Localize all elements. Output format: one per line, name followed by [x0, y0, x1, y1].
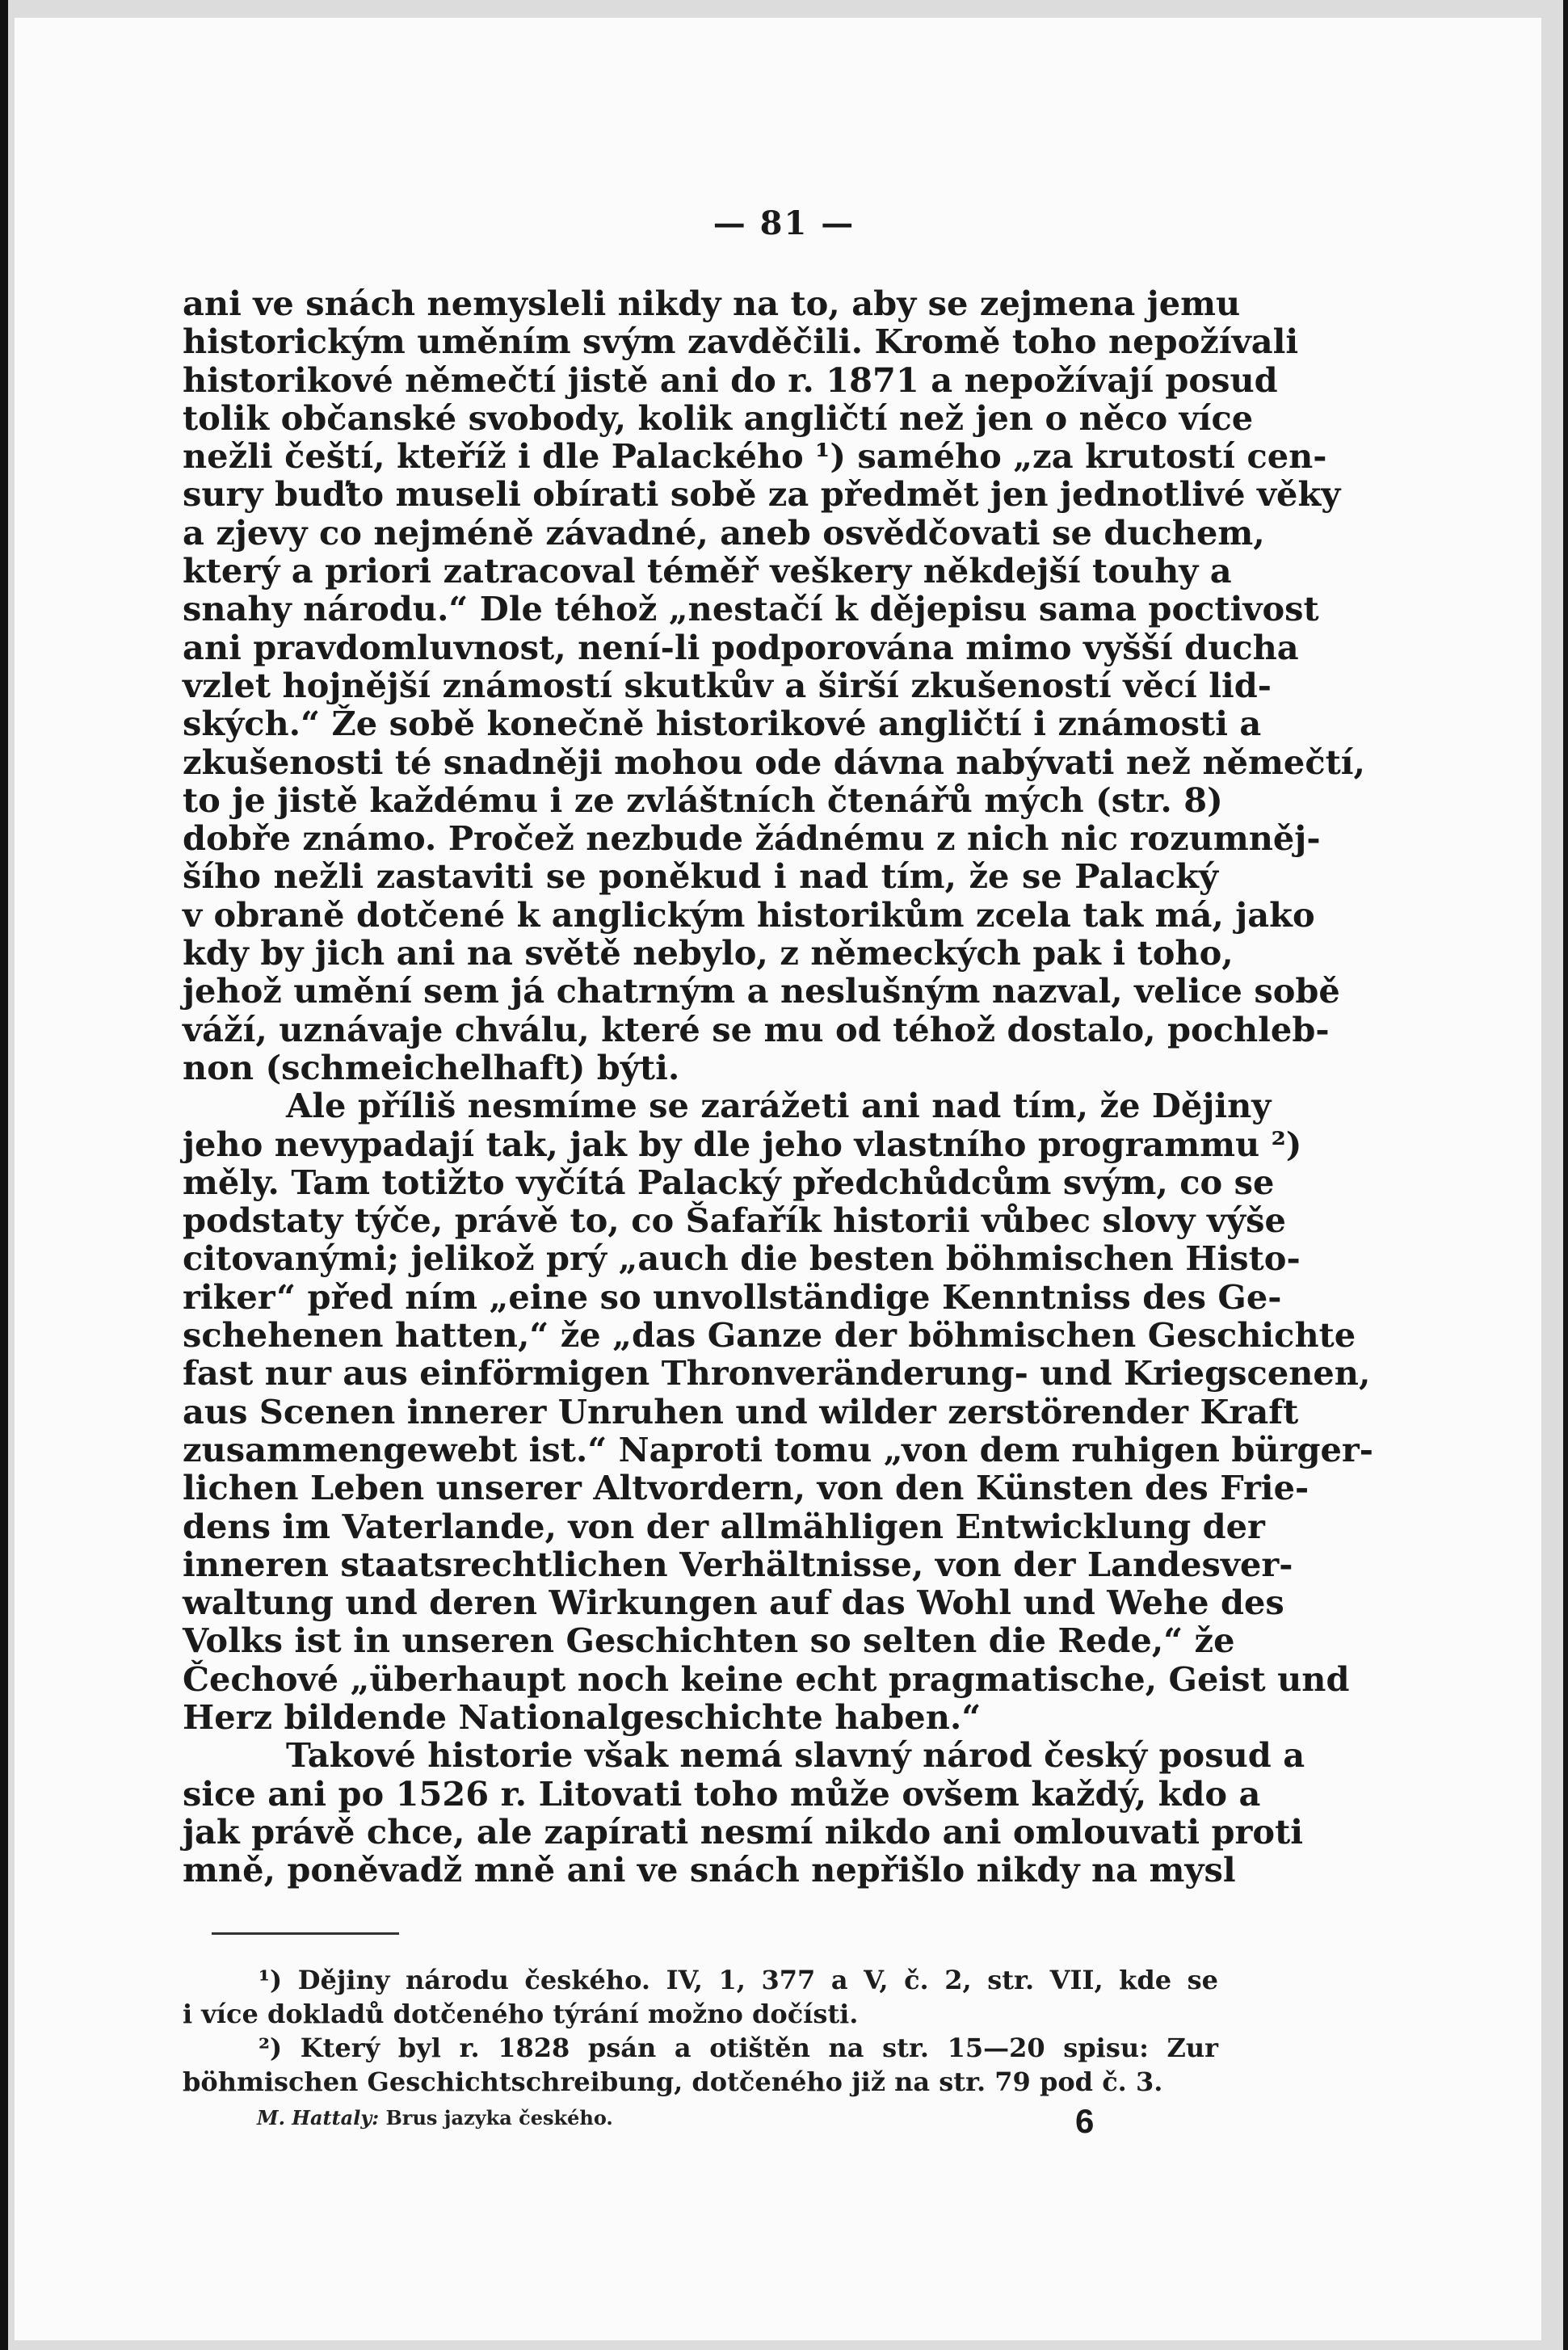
text-line: a zjevy co nejméně závadné, aneb osvědčovati se duchem,: [183, 512, 1265, 553]
text-line: jeho nevypadají tak, jak by dle jeho vlastního programmu ²): [183, 1124, 1302, 1164]
text-line: sice ani po 1526 r. Litovati toho může ovšem každý, kdo a: [183, 1773, 1261, 1814]
text-line: Čechové „überhaupt noch keine echt pragmatische, Geist und: [183, 1658, 1350, 1699]
text-line: inneren staatsrechtlichen Verhältnisse, von der Landesver-: [183, 1544, 1293, 1584]
text-line: citovanými; jelikož prý „auch die besten böhmischen Histo-: [183, 1238, 1301, 1279]
text-line: ani pravdomluvnost, není-li podporována mimo vyšší ducha: [183, 627, 1299, 667]
text-line: v obraně dotčené k anglickým historikům zcela tak má, jako: [183, 894, 1315, 935]
text-line: sury buďto museli obírati sobě za předmět jen jednotlivé věky: [183, 474, 1341, 515]
body-text: [183, 284, 1373, 1890]
text-line: kdy by jich ani na světě nebylo, z německých pak i toho,: [183, 933, 1234, 973]
footnotes: [183, 1963, 1218, 2099]
text-line: schehenen hatten,“ že „das Ganze der böhmischen Geschichte: [183, 1315, 1356, 1356]
footnote-line: ²) Který byl r. 1828 psán a otištěn na str. 15—20 spisu: Zur: [259, 2033, 1218, 2063]
text-line: aus Scenen innerer Unruhen und wilder zerstörender Kraft: [183, 1391, 1299, 1431]
text-line: šího nežli zastaviti se poněkud i nad tím, že se Palacký: [183, 856, 1218, 897]
text-line: waltung und deren Wirkungen auf das Wohl und Wehe des: [183, 1583, 1284, 1623]
scan-edge-left: [0, 0, 8, 2350]
sheet-number: 6: [1075, 2102, 1095, 2140]
text-line: fast nur aus einförmigen Thronveränderung- und Kriegscenen,: [183, 1353, 1371, 1394]
text-line: riker“ před ním „eine so unvollständige Kenntniss des Ge-: [183, 1276, 1282, 1317]
text-line: měly. Tam totižto vyčítá Palacký předchůdcům svým, co se: [183, 1162, 1275, 1202]
text-line: Takové historie však nemá slavný národ český posud a: [286, 1735, 1305, 1776]
text-line: tolik občanské svobody, kolik angličtí než jen o něco více: [183, 397, 1254, 438]
signature-title: Brus jazyka českého.: [385, 2106, 613, 2129]
text-line: ani ve snách nemysleli nikdy na to, aby se zejmena jemu: [183, 284, 1241, 323]
text-line: non (schmeichelhaft) býti.: [183, 1047, 680, 1087]
text-line: podstaty týče, právě to, co Šafařík historii vůbec slovy výše: [183, 1200, 1286, 1241]
text-line: Herz bildende Nationalgeschichte haben.“: [183, 1696, 982, 1737]
printer-signature: [257, 2106, 613, 2129]
text-line: dobře známo. Pročež nezbude žádnému z nich nic rozumněj-: [183, 818, 1321, 859]
text-line: Ale příliš nesmíme se zarážeti ani nad tím, že Dějiny: [286, 1086, 1272, 1126]
text-line: jak právě chce, ale zapírati nesmí nikdo ani omlouvati proti: [183, 1811, 1304, 1852]
text-line: historikové němečtí jistě ani do r. 1871 a nepožívají posud: [183, 359, 1278, 400]
text-line: to je jistě každému i ze zvláštních čtenářů mých (str. 8): [183, 780, 1223, 820]
text-line: který a priori zatracoval téměř veškery někdejší touhy a: [183, 551, 1232, 591]
text-line: ských.“ Že sobě konečně historikové angličtí i známosti a: [183, 704, 1262, 744]
footnote-line: i více dokladů dotčeného týrání možno dočísti.: [183, 1999, 859, 2029]
text-line: váží, uznávaje chválu, které se mu od téhož dostalo, pochleb-: [183, 1009, 1330, 1049]
footnote-line: böhmischen Geschichtschreibung, dotčeného již na str. 79 pod č. 3.: [183, 2066, 1163, 2097]
text-line: zusammengewebt ist.“ Naproti tomu „von dem ruhigen bürger-: [183, 1429, 1373, 1469]
text-line: lichen Leben unserer Altvordern, von den Künsten des Frie-: [183, 1468, 1309, 1508]
text-line: snahy národu.“ Dle téhož „nestačí k dějepisu sama poctivost: [183, 589, 1319, 629]
text-line: Volks ist in unseren Geschichten so selten die Rede,“ že: [183, 1621, 1235, 1661]
scan-edge-right: [1563, 0, 1568, 2350]
text-line: mně, poněvadž mně ani ve snách nepřišlo nikdy na mysl: [183, 1850, 1236, 1890]
text-line: jehož umění sem já chatrným a neslušným nazval, velice sobě: [183, 971, 1340, 1011]
text-line: zkušenosti té snadněji mohou ode dávna nabývati než němečtí,: [183, 742, 1365, 782]
footnote-line: ¹) Dějiny národu českého. IV, 1, 377 a V, č. 2, str. VII, kde se: [259, 1965, 1218, 1995]
signature-author: M. Hattaly:: [257, 2106, 380, 2129]
footnote-divider: [212, 1932, 399, 1935]
text-line: vzlet hojnější známostí skutkův a širší zkušeností věcí lid-: [183, 665, 1272, 705]
text-line: nežli čeští, kteříž i dle Palackého ¹) samého „za krutostí cen-: [183, 436, 1327, 477]
text-line: dens im Vaterlande, von der allmähligen Entwicklung der: [183, 1506, 1265, 1546]
page-number: — 81 —: [713, 204, 855, 242]
text-line: historickým uměním svým zavděčili. Kromě toho nepožívali: [183, 322, 1299, 362]
